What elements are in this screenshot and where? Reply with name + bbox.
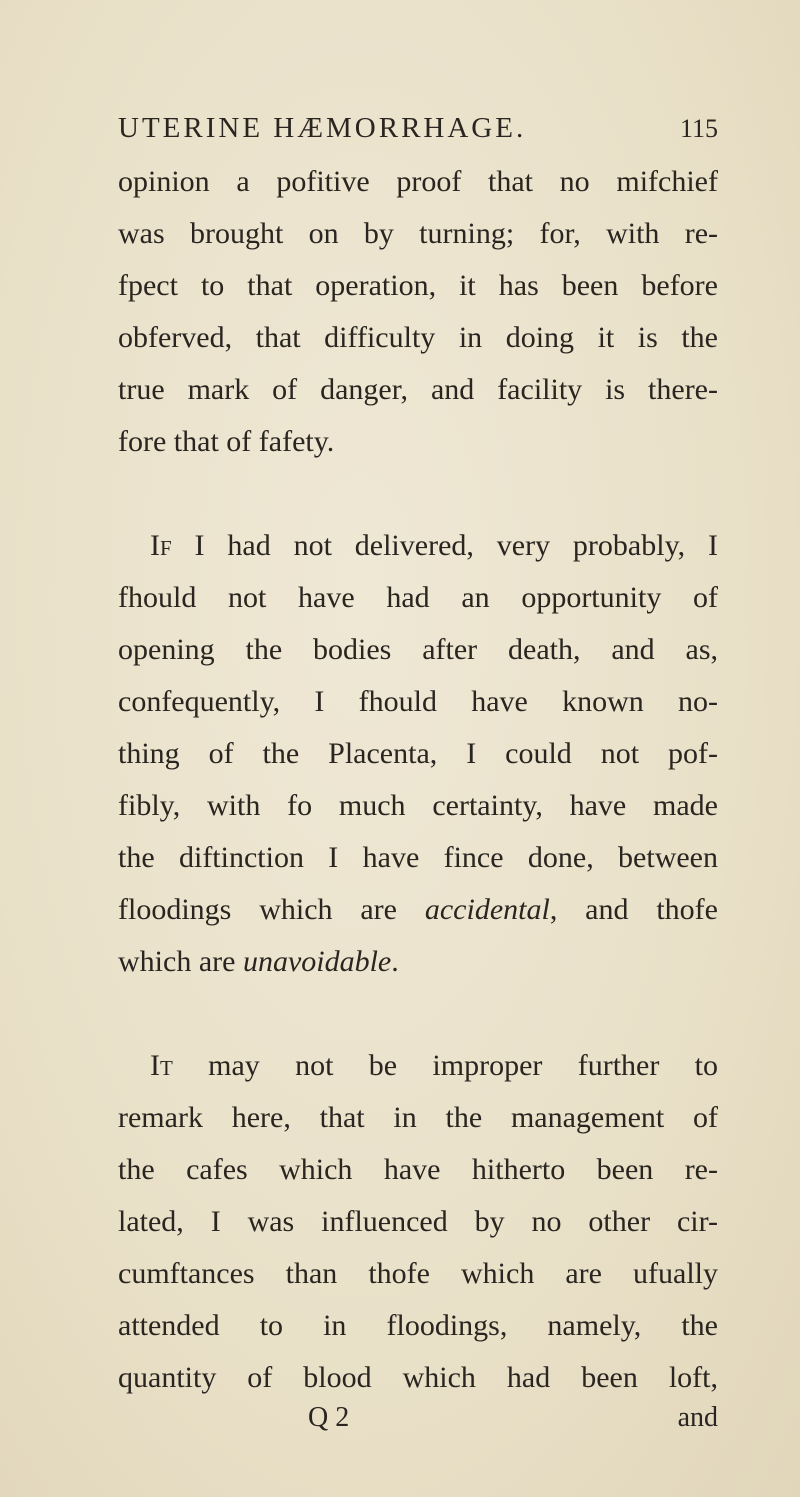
- paragraph-first-line: [150, 1046, 718, 1086]
- line-text: I had not delivered, very probably, I: [171, 529, 718, 562]
- italic-word: accidental: [424, 893, 550, 926]
- page-header: [118, 112, 718, 152]
- text-line: the cafes which have hitherto been re-: [118, 1153, 718, 1186]
- page-number: 115: [679, 114, 718, 143]
- text-line: cumftances than thofe which are ufually: [118, 1257, 718, 1290]
- text-line: quantity of blood which had been loft,: [118, 1361, 718, 1394]
- text-line: fhould not have had an opportunity of: [118, 581, 718, 614]
- page-footer: [118, 1402, 718, 1442]
- running-title: UTERINE HÆMORRHAGE.: [118, 112, 527, 144]
- small-caps-word: If: [150, 529, 172, 562]
- text-line: opinion a pofitive proof that no mifchief: [118, 165, 718, 198]
- line-text: floodings which are: [118, 893, 425, 926]
- text-line: fore that of fafety.: [118, 425, 335, 458]
- text-line: fpect to that operation, it has been before: [118, 269, 718, 302]
- text-line: opening the bodies after death, and as,: [118, 633, 718, 666]
- text-line: attended to in floodings, namely, the: [118, 1309, 718, 1342]
- line-text: , and thofe: [549, 893, 718, 926]
- small-caps-word: It: [150, 1049, 173, 1082]
- text-line: fibly, with fo much certainty, have made: [118, 789, 718, 822]
- text-line-italics: [118, 890, 718, 930]
- text-line: the diftinction I have fince done, between: [118, 841, 718, 874]
- signature-mark: Q 2: [308, 1402, 350, 1433]
- line-text: may not be improper further to: [172, 1049, 718, 1082]
- text-line: confequently, I fhould have known no-: [118, 685, 718, 718]
- italic-word: unavoidable: [242, 945, 392, 978]
- paragraph-first-line: [150, 526, 718, 566]
- line-text: which are: [118, 945, 243, 978]
- text-line: remark here, that in the management of: [118, 1101, 718, 1134]
- text-line-italics: [118, 942, 718, 982]
- text-line: true mark of danger, and facility is there-: [118, 373, 718, 406]
- catchword: and: [677, 1402, 718, 1433]
- text-line: lated, I was influenced by no other cir-: [118, 1205, 718, 1238]
- line-text: .: [391, 945, 399, 978]
- text-line: was brought on by turning; for, with re-: [118, 217, 718, 250]
- text-line: thing of the Placenta, I could not pof-: [118, 737, 718, 770]
- text-line: obferved, that difficulty in doing it is the: [118, 321, 718, 354]
